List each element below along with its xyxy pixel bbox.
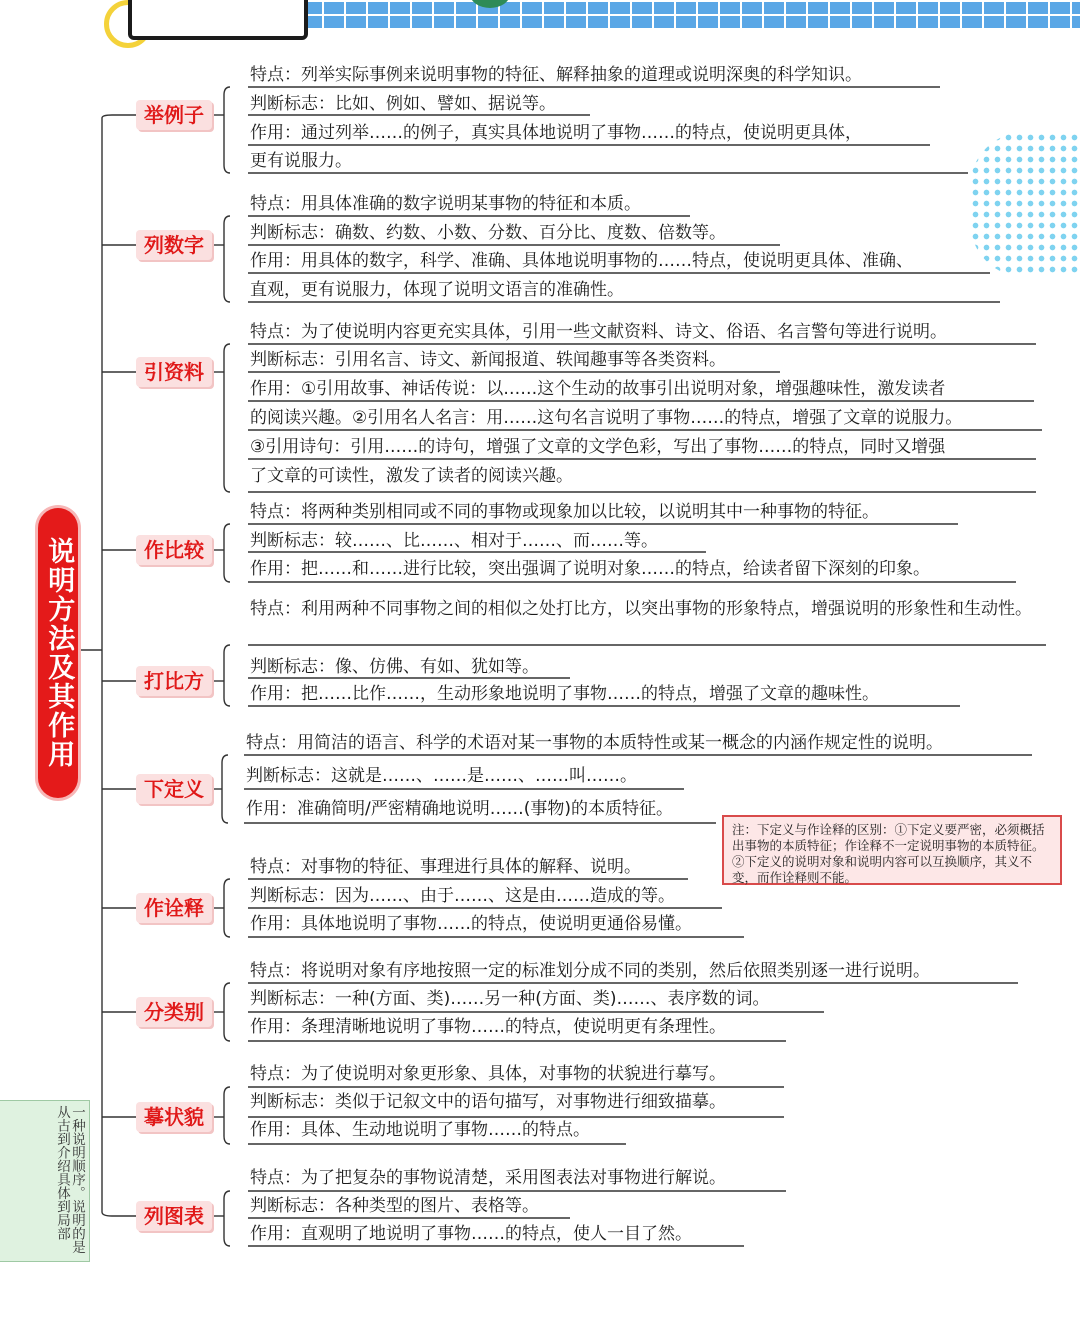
effect-text-cont: 的阅读兴趣。②引用名人名言：用……这句名言说明了事物……的特点，增强了文章的说服力。: [250, 408, 963, 428]
feature-text: 特点：为了使说明对象更形象、具体，对事物的状貌进行摹写。: [250, 1064, 726, 1084]
method-tag-example: 举例子: [136, 100, 212, 130]
method-tag-analogy: 打比方: [136, 666, 212, 696]
definition-vs-explanation-note: 注：下定义与作诠释的区别：①下定义要严密，必须概括出事物的本质特征；作诠释不一定说明事物的本质特征。②下定义的说明对象和说明内容可以互换顺序，其义不变，而作诠释则不能。: [722, 815, 1062, 885]
marker-text: 判断标志：引用名言、诗文、新闻报道、轶闻趣事等各类资料。: [250, 350, 726, 370]
feature-text: 特点：利用两种不同事物之间的相似之处打比方，以突出事物的形象特点，增强说明的形象性和生动性。: [250, 599, 1032, 619]
effect-text: 作用：①引用故事、神话传说：以……这个生动的故事引出说明对象，增强趣味性，激发读者: [250, 379, 946, 399]
marker-text: 判断标志：这就是……、……是……、……叫……。: [246, 766, 637, 786]
method-tag-comparison: 作比较: [136, 535, 212, 565]
effect-text-cont: ③引用诗句：引用……的诗句，增强了文章的文学色彩，写出了事物……的特点，同时又增强: [250, 437, 946, 457]
effect-text: 作用：具体、生动地说明了事物……的特点。: [250, 1120, 590, 1140]
effect-text: 作用：通过列举……的例子，真实具体地说明了事物……的特点，使说明更具体，: [250, 123, 862, 143]
marker-text: 判断标志：各种类型的图片、表格等。: [250, 1196, 539, 1216]
effect-text-cont: 更有说服力。: [250, 151, 352, 171]
marker-text: 判断标志：一种(方面、类)……另一种(方面、类)……、表序数的词。: [250, 989, 770, 1009]
effect-text-cont: 了文章的可读性，激发了读者的阅读兴趣。: [250, 466, 573, 486]
main-title: 说明方法及其作用: [38, 508, 78, 798]
feature-text: 特点：用具体准确的数字说明某事物的特征和本质。: [250, 194, 641, 214]
marker-text: 判断标志：像、仿佛、有如、犹如等。: [250, 657, 539, 677]
method-tag-charts: 列图表: [136, 1201, 212, 1231]
effect-text: 作用：具体地说明了事物……的特点，使说明更通俗易懂。: [250, 914, 692, 934]
method-tag-classification: 分类别: [136, 997, 212, 1027]
method-tag-description: 摹状貌: [136, 1102, 212, 1132]
feature-text: 特点：对事物的特征、事理进行具体的解释、说明。: [250, 857, 641, 877]
method-tag-citation: 引资料: [136, 357, 212, 387]
feature-text: 特点：为了使说明内容更充实具体，引用一些文献资料、诗文、俗语、名言警句等进行说明。: [250, 322, 947, 342]
feature-text: 特点：将说明对象有序地按照一定的标准划分成不同的类别，然后依照类别逐一进行说明。: [250, 961, 930, 981]
effect-text: 作用：把……和……进行比较，突出强调了说明对象……的特点，给读者留下深刻的印象。: [250, 559, 930, 579]
feature-text: 特点：列举实际事例来说明事物的特征、解释抽象的道理或说明深奥的科学知识。: [250, 65, 862, 85]
marker-text: 判断标志：确数、约数、小数、分数、百分比、度数、倍数等。: [250, 223, 726, 243]
effect-text: 作用：条理清晰地说明了事物……的特点，使说明更有条理性。: [250, 1017, 726, 1037]
marker-text: 判断标志：比如、例如、譬如、据说等。: [250, 94, 556, 114]
feature-text: 特点：用简洁的语言、科学的术语对某一事物的本质特性或某一概念的内涵作规定性的说明。: [246, 733, 943, 753]
method-tag-numbers: 列数字: [136, 230, 212, 260]
feature-text: 特点：将两种类别相同或不同的事物或现象加以比较，以说明其中一种事物的特征。: [250, 502, 879, 522]
side-note-fragment: 一种说明顺序。说明的是从古到介绍具体到局部: [0, 1100, 90, 1262]
effect-text: 作用：准确简明/严密精确地说明……(事物)的本质特征。: [246, 799, 673, 819]
effect-text: 作用：用具体的数字，科学、准确、具体地说明事物的……特点，使说明更具体、准确、: [250, 251, 913, 271]
feature-text: 特点：为了把复杂的事物说清楚，采用图表法对事物进行解说。: [250, 1168, 726, 1188]
marker-text: 判断标志：较……、比……、相对于……、而……等。: [250, 531, 658, 551]
marker-text: 判断标志：类似于记叙文中的语句描写，对事物进行细致描摹。: [250, 1092, 726, 1112]
method-tag-explanation: 作诠释: [136, 893, 212, 923]
marker-text: 判断标志：因为……、由于……、这是由……造成的等。: [250, 886, 675, 906]
effect-text: 作用：把……比作……，生动形象地说明了事物……的特点，增强了文章的趣味性。: [250, 684, 879, 704]
effect-text-cont: 直观，更有说服力，体现了说明文语言的准确性。: [250, 280, 624, 300]
effect-text: 作用：直观明了地说明了事物……的特点，使人一目了然。: [250, 1224, 692, 1244]
method-tag-definition: 下定义: [136, 774, 212, 804]
